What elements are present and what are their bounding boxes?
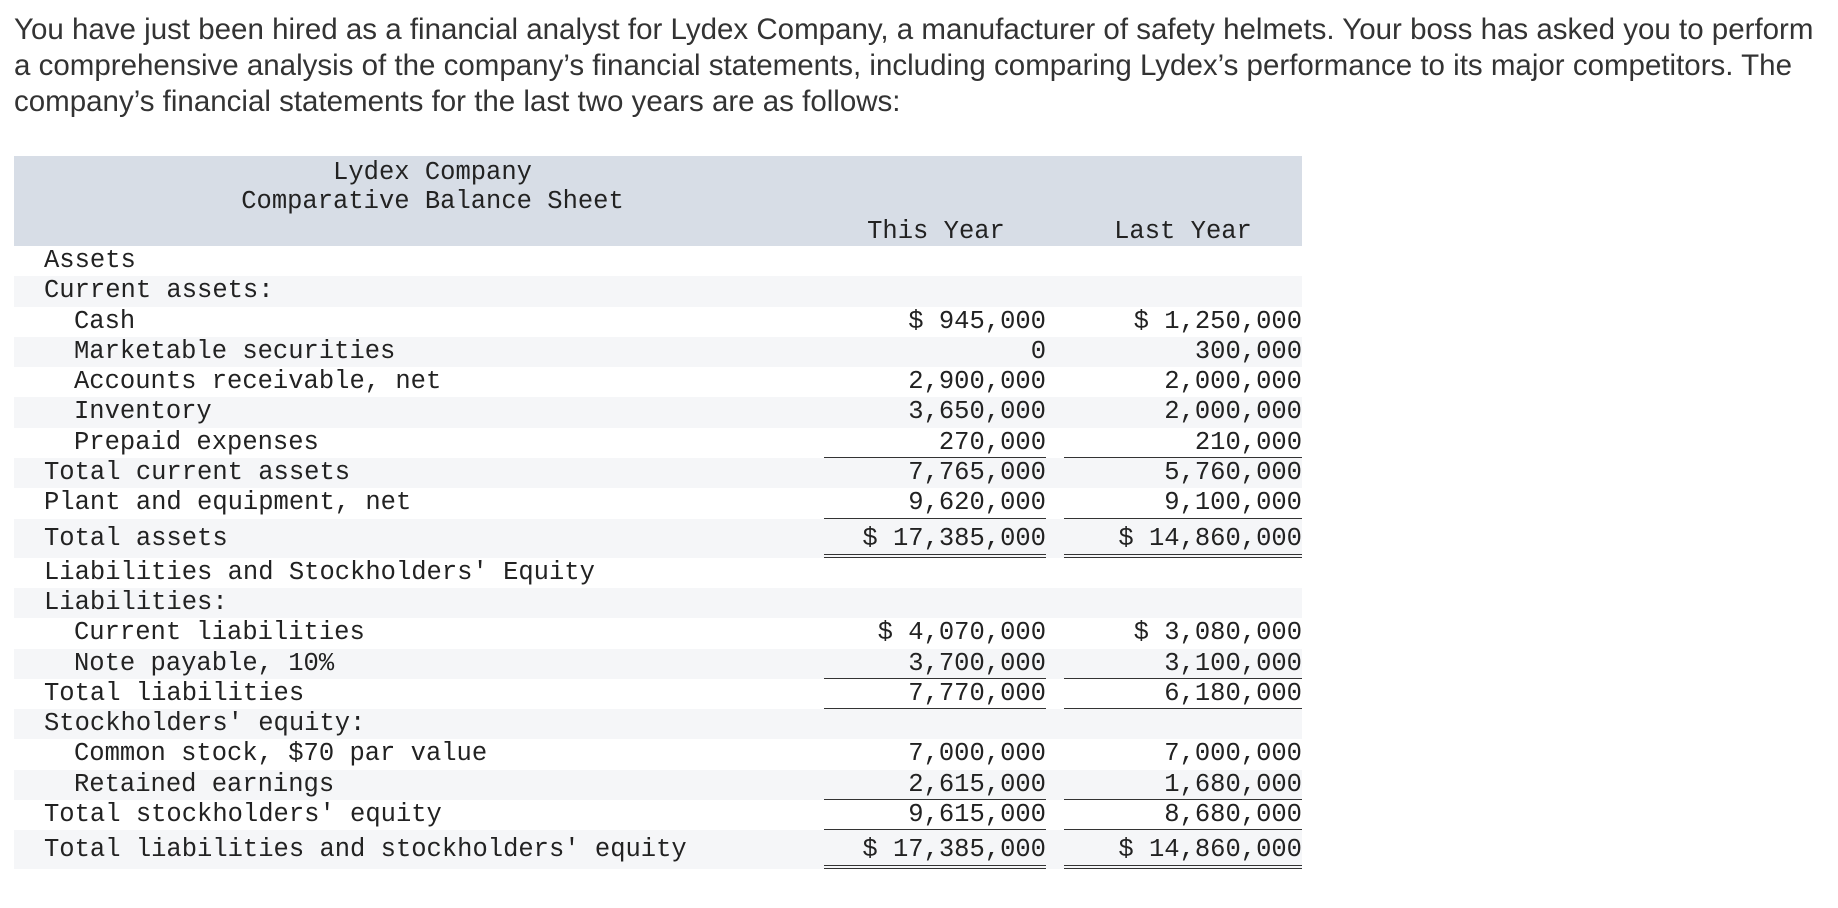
this-year-value: 270,000: [824, 428, 1046, 458]
table-row: [14, 588, 1302, 618]
company-name: Lydex Company: [333, 158, 532, 187]
table-row: [14, 428, 1302, 458]
this-year-value: 9,615,000: [824, 800, 1046, 830]
row-label: Plant and equipment, net: [44, 488, 412, 518]
last-year-value: $ 1,250,000: [1133, 306, 1302, 336]
table-row: [14, 739, 1302, 769]
last-year-value: 300,000: [1194, 336, 1302, 366]
row-label: Liabilities:: [44, 587, 228, 617]
table-row: [14, 276, 1302, 306]
row-label: Total current assets: [44, 458, 351, 488]
this-year-value: 0: [1030, 336, 1046, 366]
this-year-value: 3,700,000: [824, 649, 1046, 679]
last-year-value: 210,000: [1064, 428, 1302, 458]
column-header-last-year: Last Year: [1114, 217, 1252, 246]
this-year-value: $ 17,385,000: [824, 830, 1046, 869]
table-row-total: [14, 519, 1302, 558]
this-year-value: 2,900,000: [908, 367, 1046, 397]
last-year-value: $ 3,080,000: [1133, 618, 1302, 648]
table-row: [14, 246, 1302, 276]
row-label: Prepaid expenses: [74, 427, 319, 457]
table-row-total: [14, 830, 1302, 869]
this-year-value: $ 17,385,000: [824, 519, 1046, 558]
row-label: Stockholders' equity:: [44, 709, 366, 739]
last-year-value: 2,000,000: [1164, 367, 1302, 397]
this-year-value: $ 945,000: [908, 306, 1046, 336]
table-row: [14, 307, 1302, 337]
row-label: Note payable, 10%: [74, 648, 335, 678]
row-label: Current assets:: [44, 276, 274, 306]
this-year-value: 9,620,000: [824, 488, 1046, 518]
table-row: [14, 558, 1302, 588]
row-label: Cash: [74, 306, 136, 336]
problem-intro-text: You have just been hired as a financial analyst for Lydex Company, a manufacturer of safety helmets. Your boss has asked you to perform a comprehensive analysis of the company’s financial statements, including comparing Lydex’s performance to its major competitors. The company’s financial statements for the last two years are as follows:: [14, 13, 1814, 118]
table-row: [14, 618, 1302, 648]
row-label: Liabilities and Stockholders' Equity: [44, 557, 595, 587]
table-row: [14, 488, 1302, 518]
table-row: [14, 649, 1302, 679]
row-label: Total liabilities: [44, 678, 305, 708]
table-row: [14, 679, 1302, 709]
this-year-value: 3,650,000: [908, 397, 1046, 427]
this-year-value: 7,765,000: [908, 458, 1046, 488]
balance-sheet-table: [14, 156, 1302, 869]
table-header: [14, 156, 1302, 246]
table-row: [14, 800, 1302, 830]
table-row: [14, 770, 1302, 800]
row-label: Inventory: [74, 397, 212, 427]
last-year-value: 6,180,000: [1064, 679, 1302, 709]
table-row: [14, 397, 1302, 427]
table-row: [14, 337, 1302, 367]
last-year-value: 8,680,000: [1064, 800, 1302, 830]
row-label: Total stockholders' equity: [44, 800, 442, 830]
row-label: Total liabilities and stockholders' equity: [44, 835, 687, 865]
this-year-value: 7,000,000: [908, 739, 1046, 769]
row-label: Current liabilities: [74, 618, 365, 648]
table-row: [14, 367, 1302, 397]
table-row: [14, 458, 1302, 488]
row-label: Accounts receivable, net: [74, 367, 442, 397]
row-label: Assets: [44, 246, 136, 275]
row-label: Retained earnings: [74, 769, 335, 799]
last-year-value: 1,680,000: [1064, 770, 1302, 800]
last-year-value: 3,100,000: [1064, 649, 1302, 679]
row-label: Total assets: [44, 523, 228, 553]
this-year-value: 7,770,000: [824, 679, 1046, 709]
last-year-value: 7,000,000: [1164, 739, 1302, 769]
this-year-value: $ 4,070,000: [877, 618, 1046, 648]
row-label: Common stock, $70 par value: [74, 739, 488, 769]
last-year-value: $ 14,860,000: [1064, 830, 1302, 869]
last-year-value: $ 14,860,000: [1064, 519, 1302, 558]
row-label: Marketable securities: [74, 336, 396, 366]
column-header-this-year: This Year: [867, 217, 1005, 246]
last-year-value: 5,760,000: [1164, 458, 1302, 488]
last-year-value: 9,100,000: [1064, 488, 1302, 518]
last-year-value: 2,000,000: [1164, 397, 1302, 427]
table-row: [14, 709, 1302, 739]
statement-title: Comparative Balance Sheet: [241, 187, 624, 216]
this-year-value: 2,615,000: [824, 770, 1046, 800]
